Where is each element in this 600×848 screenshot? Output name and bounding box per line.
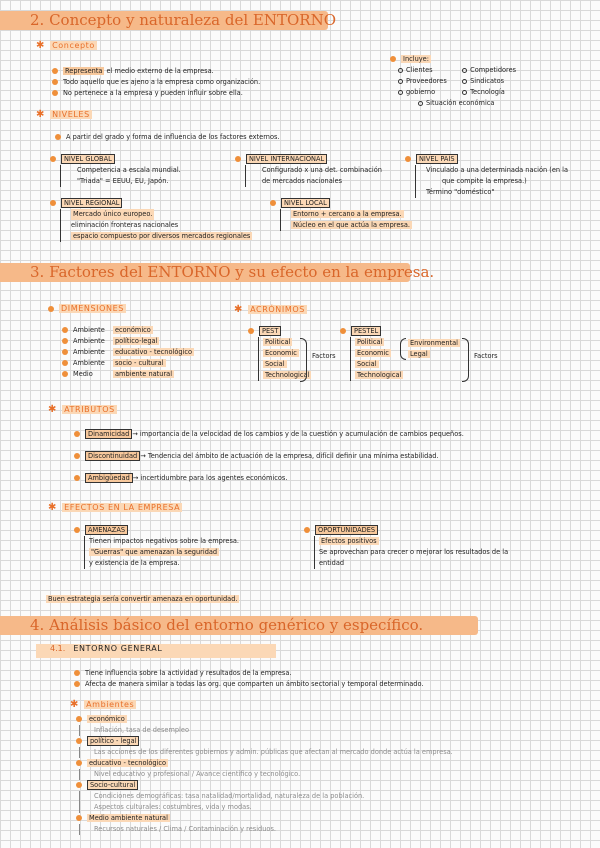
acronimos-heading: ✱ ACRÓNIMOS [234, 304, 305, 315]
estrategia-note: Buen estrategia sería convertir amenaza en oportunidad. [48, 595, 238, 603]
pestel-extra: Environmental Legal [410, 339, 458, 358]
ambiente-socio-cultural: Socio-cultural Condiciones demográficas: tasa natalidad/mortalidad, naturaleza de la población. Aspectos culturales: costumbres, vida y modas. [76, 780, 591, 813]
section-2-header [0, 8, 600, 33]
bullet-icon [52, 68, 58, 74]
section-4-header [0, 613, 600, 638]
section-3-header [0, 260, 600, 285]
section-4-title: 4. Análisis básico del entorno genérico y específico. [30, 616, 424, 634]
ambiente-economico: económico Inflación, tasa de desempleo [76, 714, 591, 736]
section-2-title: 2. Concepto y naturaleza del ENTORNO [30, 11, 337, 29]
incluye-block: Incluye: Clientes Competidores Proveedores Sindicatos gobierno Tecnología Situación económica [390, 54, 540, 109]
list-item: Ambiente político-legal [62, 336, 194, 347]
pest-block: PEST Political Economic Social Technological [248, 326, 311, 381]
efectos-heading: ✱ EFECTOS EN LA EMPRESA [48, 502, 181, 513]
concepto-list [52, 66, 260, 99]
amenazas-block: AMENAZAS Tienen impactos negativos sobre la empresa. "Guerras" que amenazan la seguridad y existencia de la empresa. [74, 525, 239, 569]
pestel-block: PESTEL Political Economic Social Technological [340, 326, 403, 381]
list-item: Representa el medio externo de la empresa. [52, 66, 260, 77]
atributos-heading: ✱ ATRIBUTOS [48, 404, 115, 415]
asterisk-icon: ✱ [36, 40, 45, 51]
list-item: Todo aquello que es ajeno a la empresa como organización. [52, 77, 260, 88]
nivel-regional: NIVEL REGIONAL Mercado único europeo. eliminación fronteras nacionales espacio compuesto por diversos mercados regionales [50, 198, 252, 242]
pestel-factors: Factors [474, 352, 498, 360]
nivel-local: NIVEL LOCAL Entorno + cercano a la empresa. Núcleo en el que actúa la empresa. [270, 198, 412, 231]
bullet-icon [55, 134, 61, 140]
oportunidades-block: OPORTUNIDADES Efectos positivos Se aprovechan para crecer o mejorar los resultados de la entidad [304, 525, 508, 569]
bullet-icon [52, 79, 58, 85]
list-item: No pertenece a la empresa y pueden influir sobre ella. [52, 88, 260, 99]
bullet-icon [52, 90, 58, 96]
incluye-title: Incluye: [403, 55, 429, 63]
nivel-pais: NIVEL PAÍS Vinculado a una determinada nación (en la que compite la empresa.) Término "doméstico" [405, 154, 568, 198]
niveles-intro: A partir del grado y forma de influencia de los factores externos. [55, 132, 280, 143]
subsection-header: 4.1. ENTORNO GENERAL [36, 644, 276, 658]
asterisk-icon: ✱ [48, 404, 57, 415]
ambiente-medio-natural: Medio ambiente natural Recursos naturales / Clima / Contaminación y residuos. [76, 813, 591, 835]
asterisk-icon: ✱ [70, 699, 79, 710]
dimensiones-heading: DIMENSIONES [48, 304, 126, 313]
asterisk-icon: ✱ [36, 109, 45, 120]
list-item: Ambiente educativo - tecnológico [62, 347, 194, 358]
list-item: Medio ambiente natural [62, 369, 194, 380]
nivel-internacional: NIVEL INTERNACIONAL Configurado x una det. combinación de mercados nacionales [235, 154, 382, 187]
entorno-general-list: Tiene influencia sobre la actividad y resultados de la empresa. Afecta de manera similar a todas las org. que comparten un ámbito sectorial y temporal determinado. [74, 668, 423, 690]
pest-brace [300, 338, 307, 382]
ambiente-educativo-tecnologico: educativo - tecnológico Nivel educativo y profesional / Avance científico y tecnológico. [76, 758, 591, 780]
ambiente-politico-legal: político - legal Las acciones de los diferentes gobiernos y admin. públicas que afectan al mercado donde actúa la empresa. [76, 736, 591, 758]
asterisk-icon: ✱ [234, 304, 243, 315]
ambientes-heading: ✱ Ambientes [70, 699, 135, 710]
pestel-brace [462, 338, 469, 382]
atributos-list: Dinamicidad → importancia de la velocidad de los cambios y de la cuestión y acumulación de cambios pequeños. Discontinuidad → Tendencia del ámbito de actuación de la empresa, difícil definir una mínima estabilidad. Ambigüedad → incertidumbre para los agentes económicos. [74, 429, 464, 484]
list-item: Ambiente socio - cultural [62, 358, 194, 369]
dimensiones-list [62, 325, 194, 380]
ambientes-list [76, 714, 591, 835]
list-item: Ambiente económico [62, 325, 194, 336]
bullet-icon [390, 56, 396, 62]
niveles-heading: ✱ NIVELES [36, 109, 90, 120]
concepto-heading: ✱ Concepto [36, 40, 95, 51]
asterisk-icon: ✱ [48, 502, 57, 513]
nivel-global: NIVEL GLOBAL Competencia a escala mundial. "Triada" = EEUU, EU, Japón. [50, 154, 181, 187]
pest-factors: Factors [312, 352, 336, 360]
section-3-title: 3. Factores del ENTORNO y su efecto en la empresa. [30, 263, 435, 281]
